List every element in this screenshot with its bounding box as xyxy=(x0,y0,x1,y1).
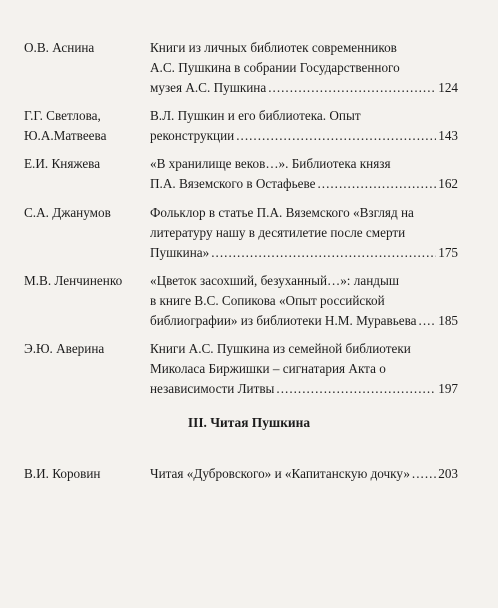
leader-dots xyxy=(236,126,436,146)
entry-author: В.И. Коровин xyxy=(24,466,101,481)
page-number: 143 xyxy=(438,128,458,143)
page-number: 203 xyxy=(438,466,458,481)
leader-dots xyxy=(317,174,436,194)
page-number: 185 xyxy=(438,313,458,328)
entry-title: «Цветок засохший, безуханный…»: ландыш в книге В.С. Сопикова «Опыт российской библиографии» из библиотеки Н.М. Муравьева ..... 185 xyxy=(150,271,458,331)
entry-title: В.Л. Пушкин и его библиотека. Опыт реконструкции ..... 143 xyxy=(150,106,458,146)
page-number: 197 xyxy=(438,381,458,396)
page-number: 162 xyxy=(438,176,458,191)
entry-author: Э.Ю. Аверина xyxy=(24,341,105,356)
entry-author: Г.Г. Светлова, Ю.А.Матвеева xyxy=(24,108,107,143)
entry-author: С.А. Джанумов xyxy=(24,205,111,220)
leader-dots xyxy=(419,311,437,331)
entry-author: М.В. Ленчиненко xyxy=(24,273,123,288)
section-heading: III. Читая Пушкина xyxy=(187,415,311,430)
page-number: 124 xyxy=(438,80,458,95)
entry-author: О.В. Аснина xyxy=(24,40,95,55)
leader-dots xyxy=(211,243,436,263)
leader-dots xyxy=(412,464,436,484)
page-number: 175 xyxy=(438,245,458,260)
entry-title: «В хранилище веков…». Библиотека князя П.А. Вяземского в Остафьеве ..... 162 xyxy=(150,154,458,194)
entry-author: Е.И. Княжева xyxy=(24,156,101,171)
entry-title: Книги из личных библиотек современников А.С. Пушкина в собрании Государственного музея А.С. Пушкина ..... 124 xyxy=(150,38,458,98)
entry-title: Читая «Дубровского» и «Капитанскую дочку» ..... 203 xyxy=(150,464,458,484)
entry-title: Фольклор в статье П.А. Вяземского «Взгляд на литературу нашу в десятилетие после смерти Пушкина» ..... 175 xyxy=(150,203,458,263)
entry-title: Книги А.С. Пушкина из семейной библиотеки Миколаса Биржишки – сигнатария Акта о независимости Литвы ..... 197 xyxy=(150,339,458,399)
leader-dots xyxy=(276,379,436,399)
leader-dots xyxy=(268,78,436,98)
